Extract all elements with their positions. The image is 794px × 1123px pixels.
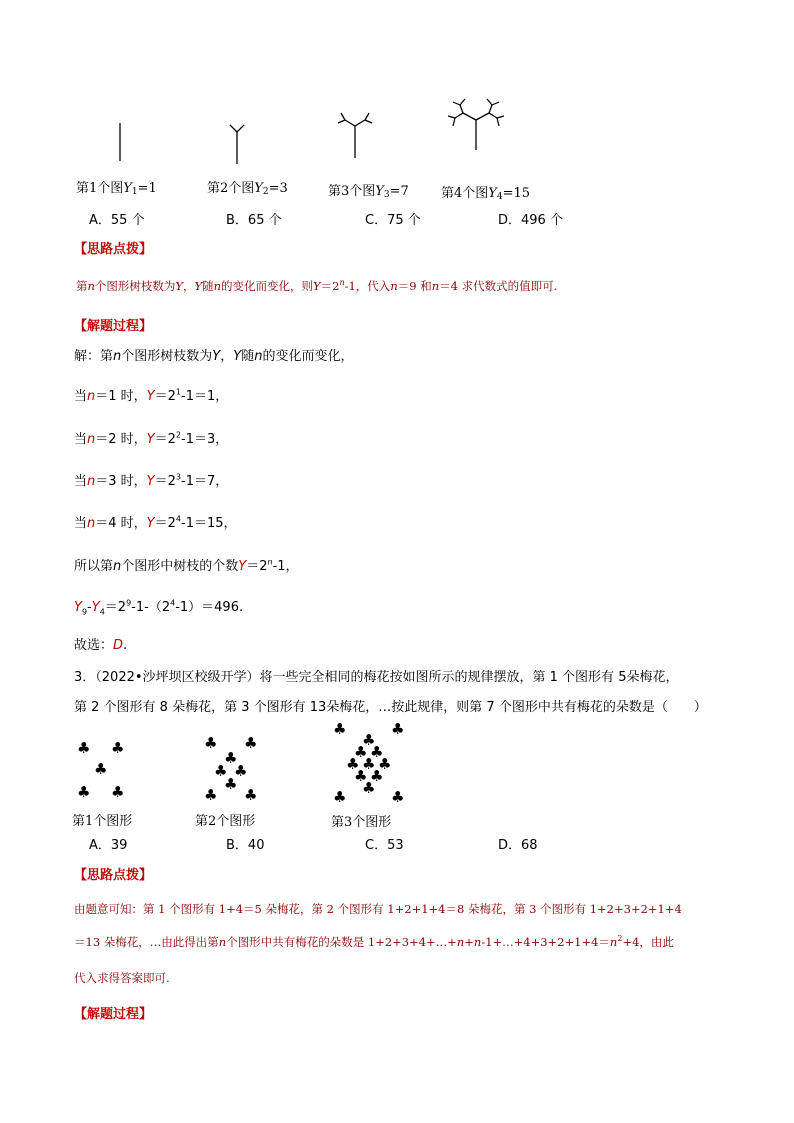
club-icon: ♣ bbox=[204, 786, 218, 804]
q2-solution-general: 所以第n个图形中树枝的个数$Y=2^n-1$， bbox=[74, 557, 299, 574]
club-figure-3 bbox=[330, 720, 410, 808]
figure-caption-4 bbox=[441, 182, 530, 202]
club-icon: ♣ bbox=[214, 762, 228, 780]
caption-var: Y bbox=[488, 186, 497, 201]
club-icon: ♣ bbox=[362, 779, 376, 797]
club-icon: ♣ bbox=[94, 760, 108, 778]
club-icon: ♣ bbox=[333, 720, 347, 738]
q3-solution-heading: 【解题过程】 bbox=[74, 1007, 153, 1022]
caption-sub: 1 bbox=[131, 187, 138, 197]
q3-stem-line1: 3．（2022•沙坪坝区校级开学）将一些完全相同的梅花按如图所示的规律摆放，第 1 个图形有 5朵梅花， bbox=[74, 670, 679, 685]
q3-option-a[interactable]: A．39 bbox=[89, 838, 128, 853]
club-icon: ♣ bbox=[224, 749, 238, 767]
q2-option-d[interactable]: D．496 个 bbox=[498, 213, 563, 228]
q2-solution-calc: $Y_9-Y_4=2^9-1-(2^4-1)=496$. bbox=[74, 598, 244, 617]
caption-sub: 4 bbox=[496, 192, 503, 202]
q3-option-b[interactable]: B．40 bbox=[226, 838, 265, 853]
club-icon: ♣ bbox=[378, 755, 392, 773]
club-figure-2 bbox=[200, 734, 266, 804]
q2-solution-case-4: 当n＝4 时，$Y=2^4-1=15$， bbox=[74, 514, 237, 531]
club-icon: ♣ bbox=[370, 767, 384, 785]
club-icon: ♣ bbox=[111, 739, 125, 757]
caption-label: 第2个图 bbox=[207, 181, 255, 196]
club-icon: ♣ bbox=[333, 788, 347, 806]
club-icon: ♣ bbox=[346, 755, 360, 773]
caption-var: Y bbox=[254, 181, 263, 196]
q3-option-c[interactable]: C．53 bbox=[365, 838, 404, 853]
caption-label: 第3个图 bbox=[328, 184, 376, 199]
caption-value: =3 bbox=[268, 181, 288, 196]
club-icon: ♣ bbox=[234, 762, 248, 780]
club-icon: ♣ bbox=[354, 767, 368, 785]
caption-sub: 2 bbox=[262, 187, 269, 197]
club-icon: ♣ bbox=[362, 731, 376, 749]
club-icon: ♣ bbox=[224, 775, 238, 793]
club-figure-1 bbox=[74, 738, 134, 804]
q3-hint-line1: 由题意可知：第 1 个图形有 1+4＝5 朵梅花，第 2 个图形有 1+2+1+4＝8 朵梅花，第 3 个图形有 1+2+3+2+1+4 bbox=[74, 902, 682, 916]
q2-hint-text: 第n个图形树枝数为Y，Y随n的变化而变化，则$Y=2^n-1$，代入n＝9 和n＝4 求代数式的值即可. bbox=[76, 278, 558, 293]
caption-value: =7 bbox=[389, 184, 409, 199]
caption-var: Y bbox=[123, 181, 132, 196]
club-figure-label-1: 第1个图形 bbox=[72, 814, 133, 829]
q3-hint-line3: 代入求得答案即可. bbox=[74, 971, 170, 985]
caption-label: 第1个图 bbox=[76, 181, 124, 196]
q3-stem-line2: 第 2 个图形有 8 朵梅花，第 3 个图形有 13朵梅花，…按此规律，则第 7 个图形中共有梅花的朵数是（ ） bbox=[74, 700, 707, 715]
caption-value: =1 bbox=[137, 181, 157, 196]
q2-solution-heading: 【解题过程】 bbox=[74, 319, 153, 334]
q2-solution-intro: 解：第n个图形树枝数为Y，Y随n的变化而变化， bbox=[74, 349, 354, 364]
tree-figure-2 bbox=[222, 118, 252, 166]
q2-hint-heading: 【思路点拨】 bbox=[74, 242, 153, 257]
club-icon: ♣ bbox=[111, 783, 125, 801]
q2-option-b[interactable]: B．65 个 bbox=[226, 213, 282, 228]
caption-var: Y bbox=[375, 184, 384, 199]
caption-value: =15 bbox=[502, 186, 531, 201]
club-icon: ♣ bbox=[391, 720, 405, 738]
caption-sub: 3 bbox=[383, 190, 390, 200]
club-icon: ♣ bbox=[370, 743, 384, 761]
club-icon: ♣ bbox=[77, 739, 91, 757]
club-icon: ♣ bbox=[244, 734, 258, 752]
tree-figure-3 bbox=[330, 108, 380, 160]
q2-option-a[interactable]: A．55 个 bbox=[89, 213, 145, 228]
tree-figure-1 bbox=[105, 118, 135, 164]
q2-option-c[interactable]: C．75 个 bbox=[365, 213, 421, 228]
q3-hint-heading: 【思路点拨】 bbox=[74, 868, 153, 883]
q3-hint-line2: ＝13 朵梅花，…由此得出第n个图形中共有梅花的朵数是 $1+2+3+4+\dots+n+n-1+\dots+4+3+2+1+4=n^2+4$，由此 bbox=[74, 934, 674, 949]
q2-solution-case-2: 当n＝2 时，$Y=2^2-1=3$， bbox=[74, 430, 229, 447]
club-figure-label-2: 第2个图形 bbox=[195, 814, 256, 829]
club-icon: ♣ bbox=[362, 755, 376, 773]
club-icon: ♣ bbox=[391, 788, 405, 806]
club-figure-label-3: 第3个图形 bbox=[331, 815, 392, 830]
club-icon: ♣ bbox=[244, 786, 258, 804]
tree-figure-4 bbox=[443, 96, 509, 152]
figure-caption-3 bbox=[328, 180, 409, 200]
club-icon: ♣ bbox=[77, 783, 91, 801]
q2-solution-case-1: 当n＝1 时，$Y=2^1-1=1$， bbox=[74, 387, 229, 404]
q3-option-d[interactable]: D．68 bbox=[498, 838, 538, 853]
club-icon: ♣ bbox=[204, 734, 218, 752]
caption-label: 第4个图 bbox=[441, 186, 489, 201]
q2-solution-case-3: 当n＝3 时，$Y=2^3-1=7$， bbox=[74, 472, 229, 489]
figure-caption-2 bbox=[207, 177, 288, 197]
figure-caption-1 bbox=[76, 177, 157, 197]
q2-answer: 故选：D. bbox=[74, 638, 128, 653]
club-icon: ♣ bbox=[354, 743, 368, 761]
